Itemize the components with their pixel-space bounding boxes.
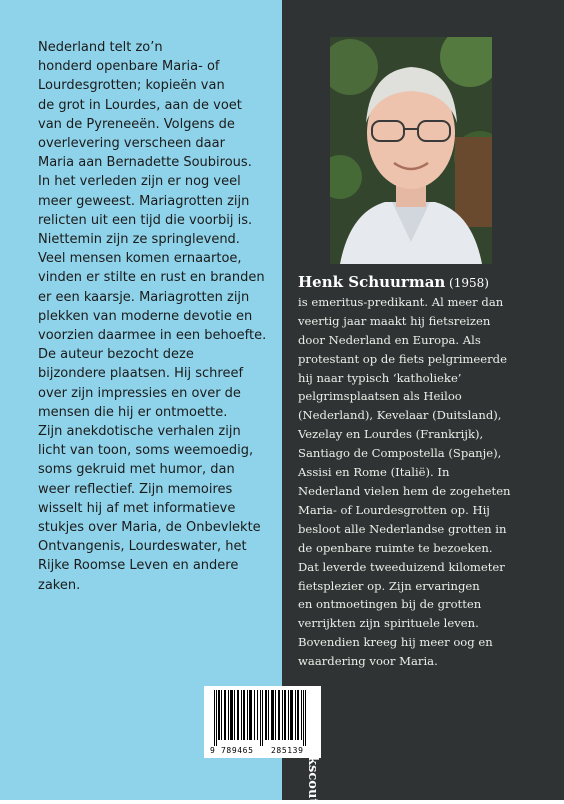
bio-line: besloot alle Nederlandse grotten in: [298, 521, 507, 536]
author-photo: [330, 37, 492, 264]
bio-line: waardering voor Maria.: [298, 654, 438, 669]
back-cover-blurb: [38, 38, 278, 595]
blurb-line: Rijke Roomse Leven en andere: [38, 558, 239, 574]
bio-line: Assisi en Rome (Italië). In: [298, 465, 450, 480]
isbn-group-2: 285139: [271, 746, 304, 755]
bio-line: pelgrimsplaatsen als Heiloo: [298, 389, 462, 404]
blurb-line: Zijn anekdotische verhalen zijn: [38, 424, 241, 440]
bio-line: fietsplezier op. Zijn ervaringen: [298, 578, 480, 593]
blurb-line: plekken van moderne devotie en: [38, 308, 253, 324]
blurb-line: vinden er stilte en rust en branden: [38, 270, 265, 286]
bio-line: (Nederland), Kevelaar (Duitsland),: [298, 408, 502, 423]
bio-line: Santiago de Compostella (Spanje),: [298, 446, 502, 461]
blurb-line: In het verleden zijn er nog veel: [38, 174, 241, 190]
blurb-line: overlevering verscheen daar: [38, 136, 225, 152]
author-birth-year: (1958): [449, 276, 489, 290]
bio-line: veertig jaar maakt hij fietsreizen: [298, 313, 491, 328]
blurb-line: over zijn impressies en over de: [38, 385, 241, 401]
bio-line: de openbare ruimte te bezoeken.: [298, 540, 493, 555]
blurb-line: wisselt hij af met informatieve: [38, 500, 236, 516]
blurb-line: Lourdesgrotten; kopieën van: [38, 78, 225, 94]
blurb-line: soms gekruid met humor, dan: [38, 462, 235, 478]
blurb-line: Veel mensen komen ernaartoe,: [38, 251, 242, 267]
isbn-group-1: 789465: [221, 746, 254, 755]
blurb-line: licht van toon, soms weemoedig,: [38, 443, 254, 459]
blurb-line: Ontvangenis, Lourdeswater, het: [38, 539, 247, 555]
blurb-line: honderd openbare Maria- of: [38, 59, 220, 75]
bio-line: Vezelay en Lourdes (Frankrijk),: [298, 427, 484, 442]
blurb-line: meer geweest. Mariagrotten zijn: [38, 193, 250, 209]
author-bio: [298, 273, 548, 671]
blurb-line: relicten uit een tijd die voorbij is.: [38, 212, 253, 228]
bio-line: protestant op de fiets pelgrimeerde: [298, 351, 507, 366]
bio-line: en ontmoetingen bij de grotten: [298, 597, 482, 612]
blurb-line: mensen die hij er ontmoette.: [38, 404, 228, 420]
author-heading-line: [298, 273, 548, 293]
bio-line: hij naar typisch ‘katholieke’: [298, 370, 462, 385]
blurb-line: stukjes over Maria, de Onbevlekte: [38, 520, 261, 536]
blurb-line: de grot in Lourdes, aan de voet: [38, 97, 242, 113]
blurb-line: De auteur bezocht deze: [38, 347, 194, 363]
blurb-line: zaken.: [38, 577, 81, 593]
blurb-line: Nederland telt zo’n: [38, 40, 163, 55]
bio-line: Dat leverde tweeduizend kilometer: [298, 559, 505, 574]
isbn-lead-digit: 9: [210, 746, 215, 755]
author-name: Henk Schuurman: [298, 273, 446, 291]
bio-line: Bovendien kreeg hij meer oog en: [298, 635, 493, 650]
blurb-line: voorzien daarmee in een behoefte.: [38, 328, 267, 344]
blurb-line: weer reflectief. Zijn memoires: [38, 481, 233, 497]
bio-line: is emeritus-predikant. Al meer dan: [298, 294, 504, 309]
bio-line: Maria- of Lourdesgrotten op. Hij: [298, 502, 490, 517]
blurb-line: er een kaarsje. Mariagrotten zijn: [38, 289, 250, 305]
publisher-logo: boekscout: [305, 730, 320, 804]
blurb-line: van de Pyreneeën. Volgens de: [38, 116, 235, 132]
blurb-line: bijzondere plaatsen. Hij schreef: [38, 366, 244, 382]
bio-line: Nederland vielen hem de zogeheten: [298, 483, 511, 498]
author-portrait-image: [330, 37, 492, 264]
blurb-line: Niettemin zijn ze springlevend.: [38, 232, 240, 248]
bio-line: verrijkten zijn spirituele leven.: [298, 616, 479, 631]
blurb-line: Maria aan Bernadette Soubirous.: [38, 155, 252, 171]
bio-line: door Nederland en Europa. Als: [298, 332, 481, 347]
